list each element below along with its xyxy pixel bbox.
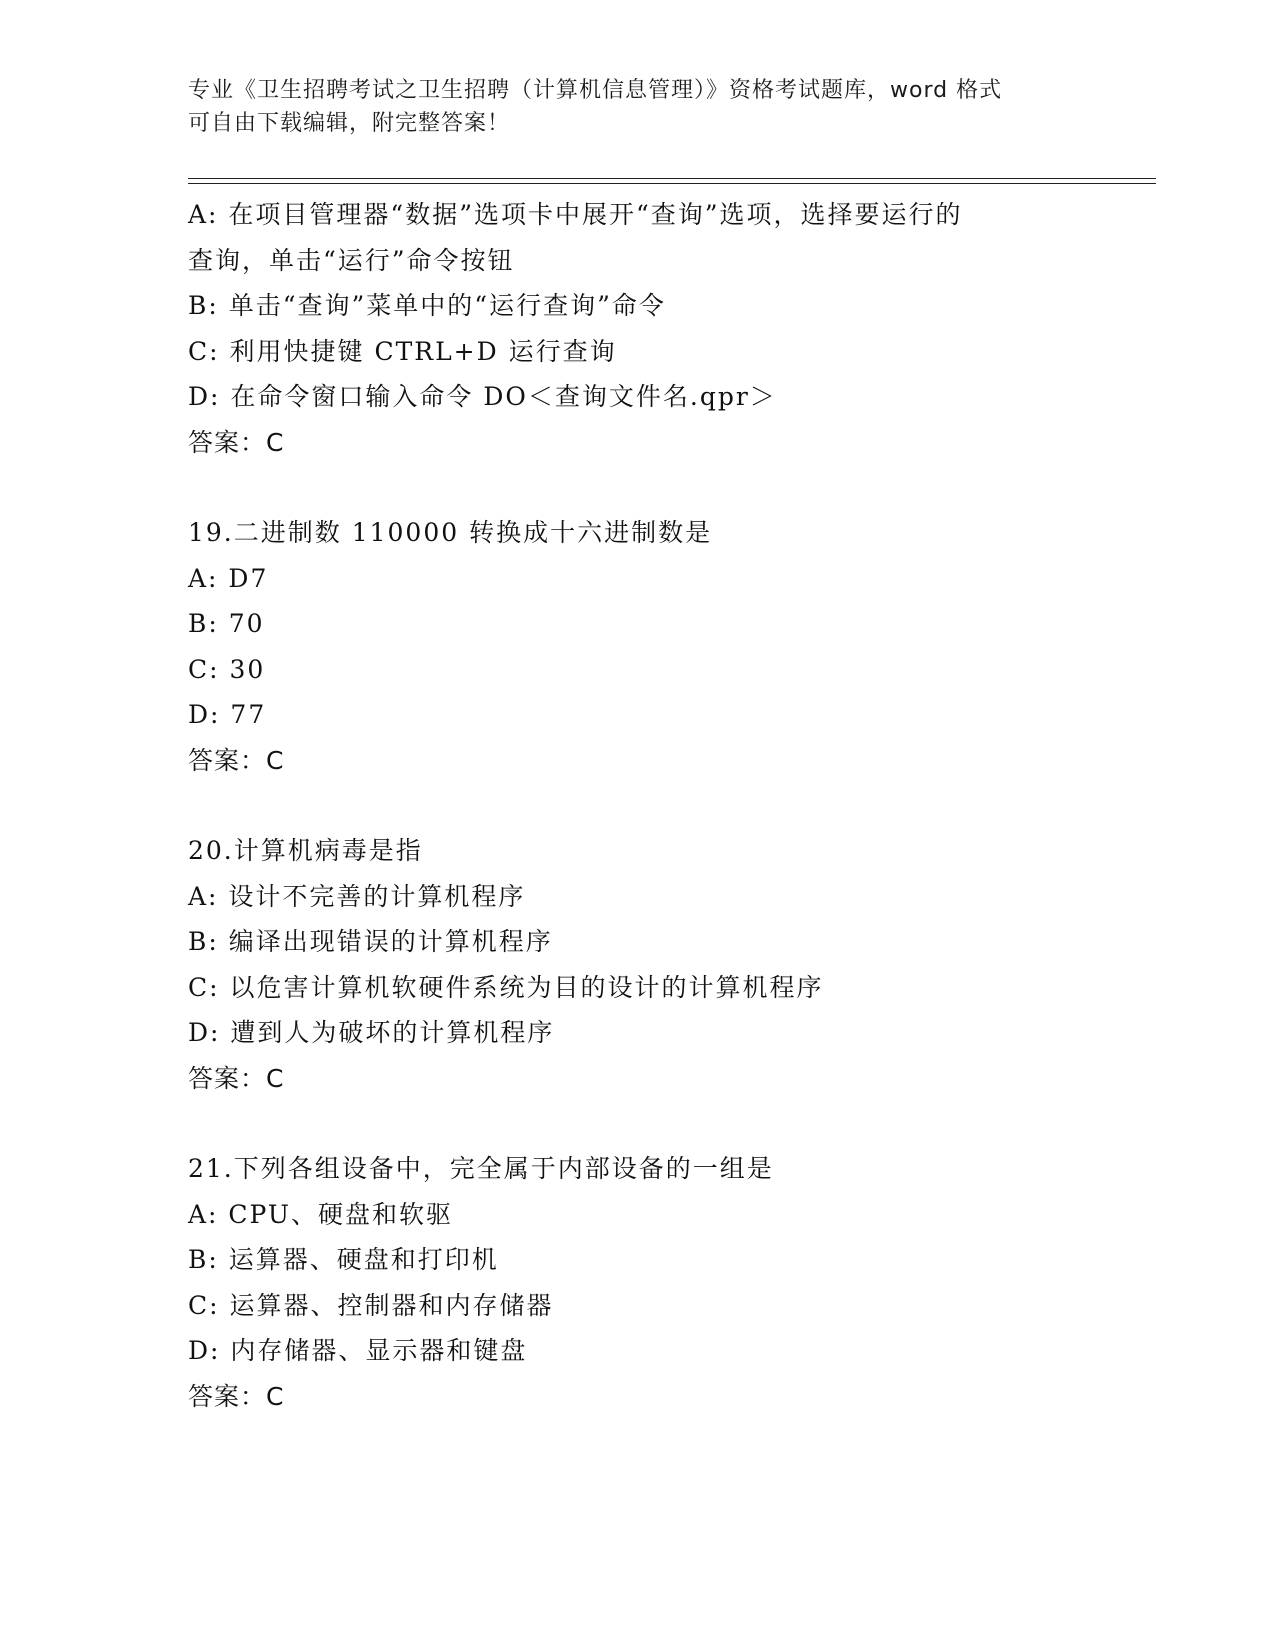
option-b: B: 编译出现错误的计算机程序: [188, 927, 553, 956]
option-d: D: 内存储器、显示器和键盘: [188, 1336, 528, 1365]
header-divider-top: [188, 178, 1156, 179]
question-stem: 21.下列各组设备中，完全属于内部设备的一组是: [188, 1154, 774, 1183]
question-stem: 19.二进制数 110000 转换成十六进制数是: [188, 518, 713, 547]
answer-label: 答案：C: [188, 427, 285, 457]
header-line-2: 可自由下载编辑，附完整答案！: [188, 111, 511, 136]
header-divider-bottom: [188, 183, 1156, 184]
question-list: [188, 192, 1128, 1419]
header-line-1: 专业《卫生招聘考试之卫生招聘（计算机信息管理）》资格考试题库，word 格式: [188, 78, 1003, 103]
option-d: D: 在命令窗口输入命令 DO＜查询文件名.qpr＞: [188, 382, 777, 411]
option-c: C: 以危害计算机软硬件系统为目的设计的计算机程序: [188, 972, 824, 1002]
option-c: C: 利用快捷键 CTRL+D 运行查询: [188, 336, 617, 366]
option-a: A: CPU、硬盘和软驱: [188, 1199, 454, 1229]
option-b: B: 单击“查询”菜单中的“运行查询”命令: [188, 291, 666, 320]
question-block-18: [188, 192, 1128, 465]
answer-label: 答案：C: [188, 1381, 285, 1411]
option-a-continued: 查询，单击“运行”命令按钮: [188, 245, 515, 275]
document-header: [188, 74, 1088, 140]
option-a: A: 设计不完善的计算机程序: [188, 881, 526, 911]
answer-label: 答案：C: [188, 1063, 285, 1093]
option-b: B: 运算器、硬盘和打印机: [188, 1245, 499, 1274]
option-c: C: 30: [188, 654, 266, 684]
question-stem: 20.计算机病毒是指: [188, 836, 423, 865]
question-block-21: [188, 1146, 1128, 1419]
option-a: A: 在项目管理器“数据”选项卡中展开“查询”选项，选择要运行的: [188, 200, 963, 229]
spacer: [188, 1101, 1128, 1146]
option-a: A: D7: [188, 563, 269, 593]
question-block-19: [188, 510, 1128, 783]
option-c: C: 运算器、控制器和内存储器: [188, 1290, 554, 1320]
option-d: D: 遭到人为破坏的计算机程序: [188, 1018, 555, 1047]
question-block-20: [188, 828, 1128, 1101]
option-d: D: 77: [188, 700, 267, 729]
spacer: [188, 783, 1128, 828]
spacer: [188, 465, 1128, 510]
answer-label: 答案：C: [188, 745, 285, 775]
option-b: B: 70: [188, 609, 265, 638]
